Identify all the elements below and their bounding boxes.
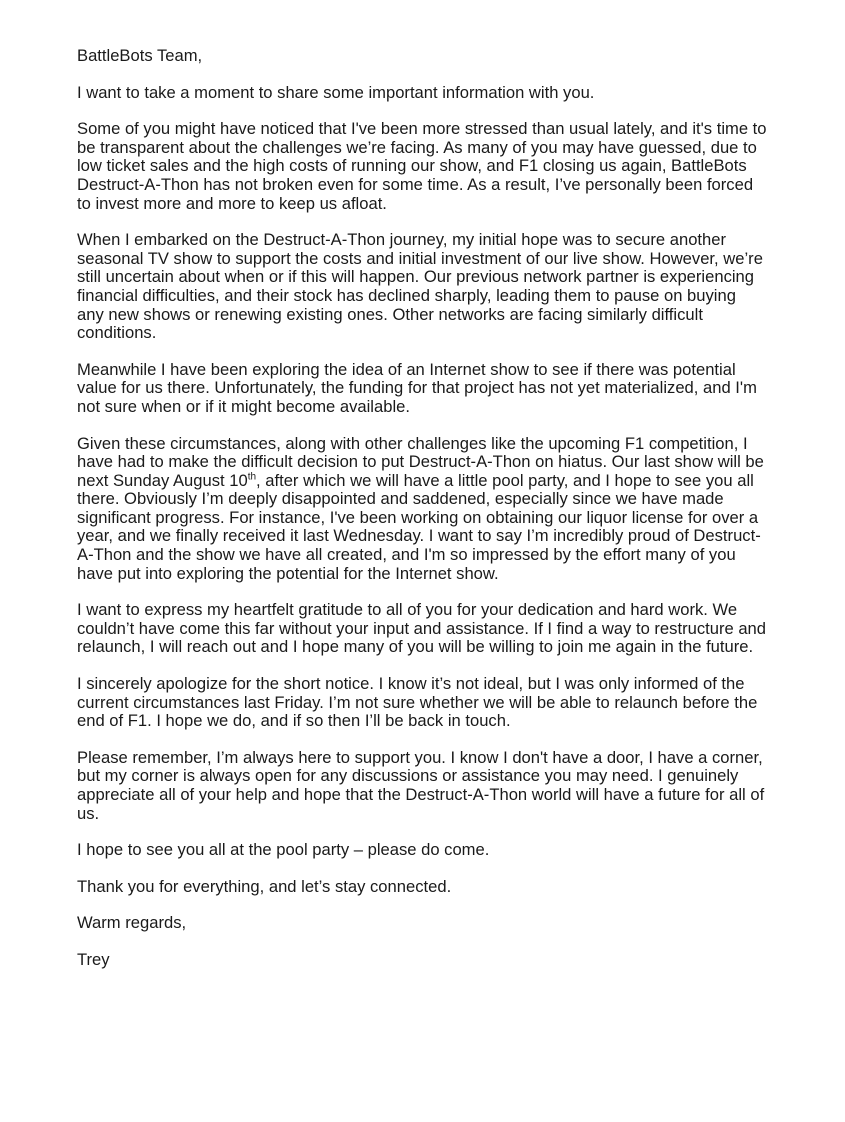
paragraph-support: Please remember, I’m always here to support you. I know I don't have a door, I have a corner, but my corner is always open for any discussions or assistance you may need. I genuinely appreciate all of your help and hope that the Destruct-A-Thon world will have a future for all of us. [77, 747, 765, 823]
paragraph-apology: I sincerely apologize for the short notice. I know it’s not ideal, but I was only informed of the current circumstances last Friday. I’m not sure whether we will be able to relaunch before the end of F1. I hope we do, and if so then I’ll be back in touch. [77, 674, 758, 731]
paragraph-gratitude: I want to express my heartfelt gratitude to all of you for your dedication and hard work. We couldn’t have come this far without your input and assistance. If I find a way to restructure and relaunch, I will reach out and I hope many of you will be willing to join me again in the future. [77, 600, 767, 657]
paragraph-intro: I want to take a moment to share some important information with you. [77, 82, 595, 102]
letter-body [77, 47, 767, 988]
paragraph-tv-show: When I embarked on the Destruct-A-Thon journey, my initial hope was to secure another seasonal TV show to support the costs and initial investment of our live show. However, we’re still uncertain about when or if this will happen. Our previous network partner is experiencing financial difficulties, and their stock has declined sharply, leading them to pause on buying any new shows or renewing existing ones. Other networks are facing similarly difficult conditions. [77, 230, 763, 343]
hiatus-text-before: Given these circumstances, along with other challenges like the upcoming F1 competition, I have had to make the difficult decision to put Destruct-A-Thon on hiatus. Our last show will be next Sunday August 10 [77, 433, 764, 490]
paragraph-challenges: Some of you might have noticed that I've been more stressed than usual lately, and it's time to be transparent about the challenges we’re facing. As many of you may have guessed, due to low ticket sales and the high costs of running our show, and F1 closing us again, BattleBots Destruct-A-Thon has not broken even for some time. As a result, I’ve personally been forced to invest more and more to keep us afloat. [77, 119, 767, 213]
paragraph-internet-show: Meanwhile I have been exploring the idea of an Internet show to see if there was potential value for us there. Unfortunately, the funding for that project has not yet materialized, and I'm not sure when or if it might become available. [77, 359, 757, 416]
paragraph-thanks: Thank you for everything, and let’s stay connected. [77, 876, 452, 896]
signoff: Warm regards, [77, 913, 187, 933]
salutation: BattleBots Team, [77, 46, 203, 65]
paragraph-hiatus [77, 435, 767, 584]
date-ordinal-suffix: th [247, 471, 257, 483]
paragraph-pool-party: I hope to see you all at the pool party – please do come. [77, 840, 490, 860]
signature: Trey [77, 949, 110, 969]
hiatus-text-after: , after which we will have a little pool party, and I hope to see you all there. Obviously I’m deeply disappointed and saddened, especially since we have made significant progress. For instance, I've been working on obtaining our liquor license for over a year, and we finally received it last Wednesday. I want to say I’m incredibly proud of Destruct-A-Thon and the show we have all created, and I'm so impressed by the effort many of you have put into exploring the potential for the Internet show. [77, 470, 761, 583]
